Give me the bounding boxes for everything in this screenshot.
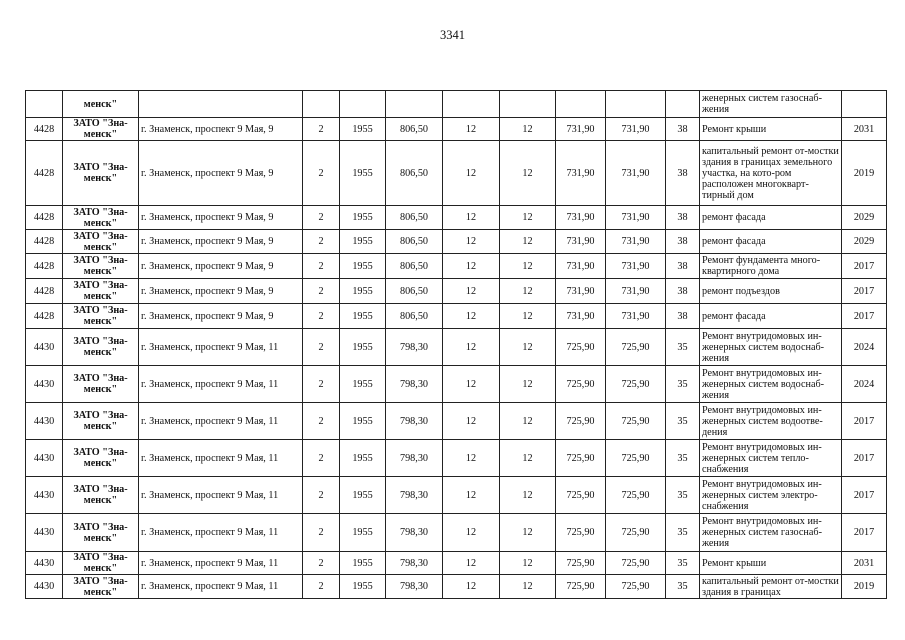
cell-floors: 2	[303, 230, 340, 254]
cell-total-area: 806,50	[386, 230, 443, 254]
cell-municipality: ЗАТО "Зна-менск"	[63, 304, 139, 329]
cell-building-id: 4430	[26, 329, 63, 366]
cell-planned-year: 2019	[842, 575, 887, 599]
cell-municipality: ЗАТО "Зна-менск"	[63, 254, 139, 279]
cell-building-id: 4428	[26, 254, 63, 279]
cell-living-area: 731,90	[556, 206, 606, 230]
cell-living-area: 725,90	[556, 552, 606, 575]
cell-living-area: 731,90	[556, 304, 606, 329]
cell-living-area-private: 725,90	[606, 514, 666, 552]
cell-address: г. Знаменск, проспект 9 Мая, 9	[139, 206, 303, 230]
cell-municipality: ЗАТО "Зна-менск"	[63, 230, 139, 254]
cell-address: г. Знаменск, проспект 9 Мая, 11	[139, 366, 303, 403]
cell-municipality: ЗАТО "Зна-менск"	[63, 366, 139, 403]
cell-residential-units: 12	[500, 206, 556, 230]
cell-building-id: 4428	[26, 304, 63, 329]
cell-building-id: 4430	[26, 552, 63, 575]
cell-living-area: 731,90	[556, 254, 606, 279]
cell-residents: 38	[666, 304, 700, 329]
cell-year-built: 1955	[340, 254, 386, 279]
cell-living-area-private: 725,90	[606, 403, 666, 440]
cell-municipality: ЗАТО "Зна-менск"	[63, 477, 139, 514]
cell-residential-units: 12	[500, 329, 556, 366]
cell-total-area: 798,30	[386, 514, 443, 552]
cell-planned-year: 2017	[842, 254, 887, 279]
cell-residential-units: 12	[500, 230, 556, 254]
table-row	[26, 329, 887, 366]
cell-flats: 12	[443, 206, 500, 230]
cell-building-id: 4430	[26, 575, 63, 599]
cell-flats	[443, 91, 500, 118]
cell-planned-year: 2019	[842, 141, 887, 206]
cell-building-id: 4428	[26, 118, 63, 141]
cell-address: г. Знаменск, проспект 9 Мая, 9	[139, 118, 303, 141]
cell-repair-work: Ремонт внутридомовых ин-женерных систем электро-снабжения	[700, 477, 842, 514]
cell-planned-year: 2017	[842, 514, 887, 552]
cell-living-area-private: 731,90	[606, 230, 666, 254]
cell-residents: 35	[666, 366, 700, 403]
cell-repair-work: Ремонт внутридомовых ин-женерных систем водоснаб-жения	[700, 366, 842, 403]
cell-building-id: 4430	[26, 366, 63, 403]
cell-floors: 2	[303, 254, 340, 279]
cell-planned-year: 2029	[842, 206, 887, 230]
cell-repair-work: капитальный ремонт от-мостки здания в границах	[700, 575, 842, 599]
cell-residents: 35	[666, 329, 700, 366]
cell-planned-year: 2031	[842, 118, 887, 141]
cell-address: г. Знаменск, проспект 9 Мая, 9	[139, 141, 303, 206]
cell-total-area: 798,30	[386, 366, 443, 403]
cell-residential-units: 12	[500, 141, 556, 206]
cell-floors: 2	[303, 575, 340, 599]
cell-living-area-private: 725,90	[606, 552, 666, 575]
cell-residential-units: 12	[500, 552, 556, 575]
cell-living-area-private: 725,90	[606, 575, 666, 599]
capital-repair-table	[25, 90, 887, 599]
cell-total-area: 798,30	[386, 329, 443, 366]
cell-living-area-private: 731,90	[606, 279, 666, 304]
table-row	[26, 254, 887, 279]
cell-year-built: 1955	[340, 230, 386, 254]
cell-planned-year: 2017	[842, 477, 887, 514]
cell-total-area: 798,30	[386, 575, 443, 599]
table-row	[26, 141, 887, 206]
table-row	[26, 403, 887, 440]
cell-floors: 2	[303, 440, 340, 477]
cell-living-area-private: 725,90	[606, 477, 666, 514]
table-row	[26, 206, 887, 230]
cell-living-area	[556, 91, 606, 118]
cell-living-area-private	[606, 91, 666, 118]
cell-floors: 2	[303, 118, 340, 141]
cell-floors: 2	[303, 304, 340, 329]
cell-repair-work: Ремонт внутридомовых ин-женерных систем водоотве-дения	[700, 403, 842, 440]
cell-address: г. Знаменск, проспект 9 Мая, 11	[139, 575, 303, 599]
cell-total-area: 806,50	[386, 118, 443, 141]
table-row	[26, 477, 887, 514]
cell-planned-year: 2029	[842, 230, 887, 254]
cell-residents: 35	[666, 552, 700, 575]
cell-floors: 2	[303, 366, 340, 403]
cell-flats: 12	[443, 575, 500, 599]
table-row	[26, 304, 887, 329]
cell-repair-work: капитальный ремонт от-мостки здания в границах земельного участка, на кото-ром расположен многокварт-тирный дом	[700, 141, 842, 206]
cell-residents: 38	[666, 279, 700, 304]
cell-repair-work: Ремонт крыши	[700, 118, 842, 141]
cell-living-area-private: 725,90	[606, 440, 666, 477]
cell-year-built: 1955	[340, 366, 386, 403]
cell-building-id: 4430	[26, 440, 63, 477]
cell-flats: 12	[443, 279, 500, 304]
cell-living-area: 725,90	[556, 403, 606, 440]
cell-total-area: 806,50	[386, 254, 443, 279]
cell-flats: 12	[443, 403, 500, 440]
cell-municipality: ЗАТО "Зна-менск"	[63, 440, 139, 477]
cell-planned-year: 2024	[842, 366, 887, 403]
cell-address: г. Знаменск, проспект 9 Мая, 11	[139, 329, 303, 366]
cell-residential-units: 12	[500, 477, 556, 514]
cell-residential-units: 12	[500, 366, 556, 403]
cell-building-id: 4430	[26, 477, 63, 514]
cell-floors: 2	[303, 206, 340, 230]
cell-living-area-private: 725,90	[606, 366, 666, 403]
cell-municipality: ЗАТО "Зна-менск"	[63, 552, 139, 575]
cell-residential-units: 12	[500, 575, 556, 599]
table-row	[26, 230, 887, 254]
cell-flats: 12	[443, 366, 500, 403]
cell-repair-work: Ремонт крыши	[700, 552, 842, 575]
cell-planned-year	[842, 91, 887, 118]
cell-municipality: ЗАТО "Зна-менск"	[63, 206, 139, 230]
cell-residential-units	[500, 91, 556, 118]
cell-residents: 38	[666, 230, 700, 254]
cell-total-area: 798,30	[386, 552, 443, 575]
cell-address: г. Знаменск, проспект 9 Мая, 9	[139, 304, 303, 329]
cell-repair-work: ремонт фасада	[700, 304, 842, 329]
cell-year-built: 1955	[340, 477, 386, 514]
cell-residents: 38	[666, 118, 700, 141]
cell-address: г. Знаменск, проспект 9 Мая, 11	[139, 403, 303, 440]
cell-address: г. Знаменск, проспект 9 Мая, 11	[139, 514, 303, 552]
table-row	[26, 575, 887, 599]
cell-flats: 12	[443, 304, 500, 329]
cell-building-id: 4428	[26, 279, 63, 304]
cell-floors: 2	[303, 552, 340, 575]
cell-flats: 12	[443, 477, 500, 514]
cell-year-built: 1955	[340, 440, 386, 477]
cell-living-area: 725,90	[556, 440, 606, 477]
cell-flats: 12	[443, 254, 500, 279]
cell-municipality: менск"	[63, 91, 139, 118]
cell-living-area-private: 731,90	[606, 254, 666, 279]
cell-living-area: 725,90	[556, 477, 606, 514]
cell-planned-year: 2031	[842, 552, 887, 575]
table-row	[26, 118, 887, 141]
cell-repair-work: Ремонт внутридомовых ин-женерных систем водоснаб-жения	[700, 329, 842, 366]
cell-floors: 2	[303, 279, 340, 304]
cell-flats: 12	[443, 329, 500, 366]
page-number: 3341	[440, 28, 465, 42]
cell-repair-work: ремонт фасада	[700, 230, 842, 254]
cell-floors: 2	[303, 514, 340, 552]
table-row	[26, 91, 887, 118]
cell-planned-year: 2024	[842, 329, 887, 366]
cell-repair-work: Ремонт внутридомовых ин-женерных систем тепло-снабжения	[700, 440, 842, 477]
cell-flats: 12	[443, 230, 500, 254]
cell-address: г. Знаменск, проспект 9 Мая, 11	[139, 477, 303, 514]
cell-year-built: 1955	[340, 514, 386, 552]
cell-floors: 2	[303, 403, 340, 440]
cell-year-built: 1955	[340, 118, 386, 141]
cell-total-area: 798,30	[386, 477, 443, 514]
cell-municipality: ЗАТО "Зна-менск"	[63, 575, 139, 599]
cell-year-built: 1955	[340, 575, 386, 599]
cell-floors: 2	[303, 141, 340, 206]
cell-repair-work: ремонт фасада	[700, 206, 842, 230]
cell-year-built: 1955	[340, 141, 386, 206]
cell-residential-units: 12	[500, 279, 556, 304]
cell-building-id: 4428	[26, 230, 63, 254]
cell-year-built: 1955	[340, 552, 386, 575]
cell-municipality: ЗАТО "Зна-менск"	[63, 141, 139, 206]
cell-living-area: 725,90	[556, 329, 606, 366]
cell-residential-units: 12	[500, 440, 556, 477]
cell-building-id: 4430	[26, 403, 63, 440]
cell-planned-year: 2017	[842, 279, 887, 304]
cell-residents: 38	[666, 206, 700, 230]
cell-repair-work: ремонт подъездов	[700, 279, 842, 304]
cell-year-built	[340, 91, 386, 118]
cell-address	[139, 91, 303, 118]
cell-total-area: 806,50	[386, 279, 443, 304]
cell-living-area-private: 731,90	[606, 304, 666, 329]
cell-residential-units: 12	[500, 403, 556, 440]
cell-residential-units: 12	[500, 118, 556, 141]
cell-residents: 35	[666, 403, 700, 440]
cell-living-area: 731,90	[556, 118, 606, 141]
cell-flats: 12	[443, 118, 500, 141]
cell-planned-year: 2017	[842, 440, 887, 477]
cell-residential-units: 12	[500, 304, 556, 329]
cell-total-area: 798,30	[386, 403, 443, 440]
cell-flats: 12	[443, 440, 500, 477]
cell-residents: 35	[666, 477, 700, 514]
cell-residents: 35	[666, 575, 700, 599]
cell-living-area-private: 731,90	[606, 206, 666, 230]
cell-living-area: 725,90	[556, 366, 606, 403]
cell-flats: 12	[443, 552, 500, 575]
cell-total-area: 798,30	[386, 440, 443, 477]
cell-total-area: 806,50	[386, 141, 443, 206]
cell-repair-work: Ремонт внутридомовых ин-женерных систем газоснаб-жения	[700, 514, 842, 552]
cell-living-area-private: 731,90	[606, 141, 666, 206]
cell-residential-units: 12	[500, 514, 556, 552]
cell-total-area: 806,50	[386, 206, 443, 230]
cell-flats: 12	[443, 514, 500, 552]
cell-year-built: 1955	[340, 279, 386, 304]
table-row	[26, 440, 887, 477]
cell-municipality: ЗАТО "Зна-менск"	[63, 329, 139, 366]
table-row	[26, 279, 887, 304]
cell-living-area: 731,90	[556, 230, 606, 254]
cell-planned-year: 2017	[842, 403, 887, 440]
cell-residents: 35	[666, 440, 700, 477]
cell-residents: 38	[666, 141, 700, 206]
cell-living-area: 725,90	[556, 575, 606, 599]
cell-municipality: ЗАТО "Зна-менск"	[63, 118, 139, 141]
table-row	[26, 552, 887, 575]
cell-address: г. Знаменск, проспект 9 Мая, 11	[139, 440, 303, 477]
cell-year-built: 1955	[340, 329, 386, 366]
cell-total-area	[386, 91, 443, 118]
cell-flats: 12	[443, 141, 500, 206]
cell-address: г. Знаменск, проспект 9 Мая, 11	[139, 552, 303, 575]
cell-municipality: ЗАТО "Зна-менск"	[63, 279, 139, 304]
cell-year-built: 1955	[340, 403, 386, 440]
cell-living-area: 731,90	[556, 141, 606, 206]
cell-floors	[303, 91, 340, 118]
cell-living-area: 725,90	[556, 514, 606, 552]
cell-municipality: ЗАТО "Зна-менск"	[63, 514, 139, 552]
cell-residents: 38	[666, 254, 700, 279]
cell-building-id: 4428	[26, 141, 63, 206]
cell-living-area: 731,90	[556, 279, 606, 304]
cell-floors: 2	[303, 477, 340, 514]
cell-address: г. Знаменск, проспект 9 Мая, 9	[139, 254, 303, 279]
table-row	[26, 366, 887, 403]
cell-building-id: 4430	[26, 514, 63, 552]
cell-living-area-private: 731,90	[606, 118, 666, 141]
cell-floors: 2	[303, 329, 340, 366]
table-row	[26, 514, 887, 552]
cell-repair-work: Ремонт фундамента много-квартирного дома	[700, 254, 842, 279]
cell-residential-units: 12	[500, 254, 556, 279]
cell-building-id	[26, 91, 63, 118]
cell-address: г. Знаменск, проспект 9 Мая, 9	[139, 230, 303, 254]
cell-address: г. Знаменск, проспект 9 Мая, 9	[139, 279, 303, 304]
cell-year-built: 1955	[340, 206, 386, 230]
cell-residents	[666, 91, 700, 118]
cell-building-id: 4428	[26, 206, 63, 230]
cell-total-area: 806,50	[386, 304, 443, 329]
cell-repair-work: женерных систем газоснаб-жения	[700, 91, 842, 118]
cell-municipality: ЗАТО "Зна-менск"	[63, 403, 139, 440]
cell-planned-year: 2017	[842, 304, 887, 329]
cell-year-built: 1955	[340, 304, 386, 329]
cell-living-area-private: 725,90	[606, 329, 666, 366]
cell-residents: 35	[666, 514, 700, 552]
